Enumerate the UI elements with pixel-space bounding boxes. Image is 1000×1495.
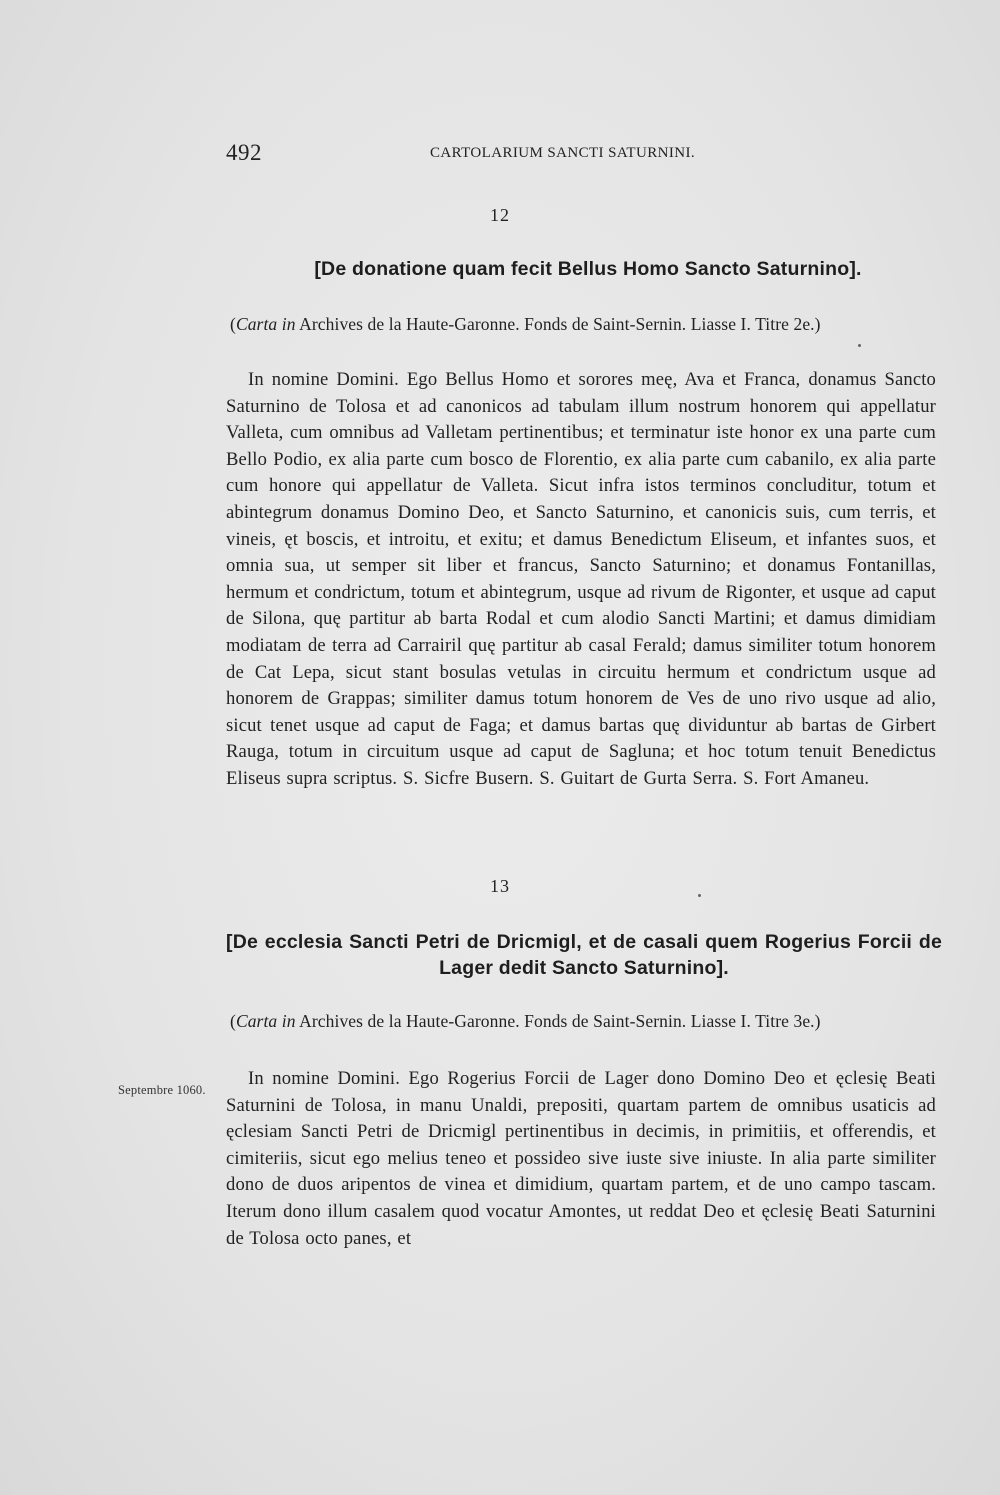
source-citation-italic: Carta in: [235, 1011, 296, 1031]
source-citation-italic: Carta in: [235, 314, 296, 334]
charter-number: 12: [490, 205, 510, 225]
charter-number: 13: [490, 876, 510, 896]
source-citation-text: Archives de la Haute-Garonne. Fonds de Saint-Sernin. Liasse I. Titre 3e.): [299, 1011, 821, 1031]
ink-speck: [858, 344, 861, 347]
charter-body: In nomine Domini. Ego Bellus Homo et sorores meę, Ava et Franca, donamus Sancto Saturnino de Tolosa et ad canonicos ad tabulam illum nostrum honorem qui appellatur Valleta, cum omnibus ad Valletam pertinentibus; et terminatur iste honor ex una parte cum Bello Podio, ex alia parte cum bosco de Florentio, ex alia parte cum cabanilo, ex alia parte cum honore qui appellatur de Valleta. Sicut infra istos terminos concluditur, totum et abintegrum donamus Domino Deo, et Sancto Saturnino, et canonicis suis, cum terris, et vineis, ęt boscis, et introitu, et exitu; et damus Benedictum Eliseum, et infantes suos, et omnia sua, ut semper sit liber et francus, Sancto Saturnino; et donamus Fontanillas, hermum et condrictum, totum et abintegrum, usque ad rivum de Rigonter, et usque ad caput de Silona, quę partitur ab barta Rodal et cum alodio Sancti Martini; et damus dimidiam modiatam de terra ad Carrairil quę partitur ab casal Ferald; damus similiter totum honorem de Cat Lepa, sicut stant bosulas vetulas in circuitu hermum et condrictum usque ad honorem de Grappas; similiter damus totum honorem de Ves de uno rivo usque ad alio, sicut tenet usque ad caput de Faga; et damus bartas quę dividuntur ab bartas de Girbert Rauga, totum in circuitum usque ad caput de Sagluna; et hoc totum tenuit Benedictus Eliseus supra scriptus. S. Sicfre Busern. S. Guitart de Gurta Serra. S. Fort Amaneu.: [226, 369, 936, 789]
page-number: 492: [226, 140, 262, 165]
running-title: CARTOLARIUM SANCTI SATURNINI.: [430, 145, 696, 161]
running-head: [226, 140, 746, 170]
charter-title: [De donatione quam fecit Bellus Homo Sancto Saturnino].: [314, 258, 862, 280]
charter-body: In nomine Domini. Ego Rogerius Forcii de Lager dono Domino Deo et ęclesię Beati Saturnini de Tolosa, in manu Unaldi, prepositi, quartam partem de omnibus usaticis ad ęclesiam Sancti Petri de Dricmigl pertinentibus in decimis, in primitiis, et offerendis, et cimiteriis, sicut ego melius teneo et possideo sive iuste sive iniuste. In alia parte similiter dono de duos aripentos de vinea et dimidium, quartam partem, et de uno campo tascam. Iterum dono illum casalem quod vocatur Amontes, ut reddat Deo et ęclesię Beati Saturnini de Tolosa octo panes, et: [226, 1068, 936, 1249]
ink-speck: [698, 894, 701, 897]
source-citation: (Carta in Archives de la Haute-Garonne. Fonds de Saint-Sernin. Liasse I. Titre 3e.): [230, 1011, 821, 1031]
charter-title: [De ecclesia Sancti Petri de Dricmigl, et de casali quem Rogerius Forcii de Lager dedit Sancto Saturnino].: [226, 931, 942, 979]
source-citation: (Carta in Archives de la Haute-Garonne. Fonds de Saint-Sernin. Liasse I. Titre 2e.): [230, 314, 821, 334]
margin-date-note: Septembre 1060.: [118, 1083, 206, 1097]
source-citation-text: Archives de la Haute-Garonne. Fonds de Saint-Sernin. Liasse I. Titre 2e.): [299, 314, 821, 334]
